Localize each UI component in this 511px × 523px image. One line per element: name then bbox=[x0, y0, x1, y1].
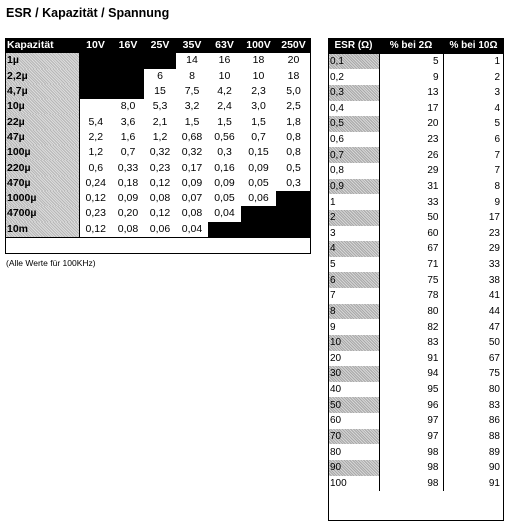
esr-ohm-cell: 20 bbox=[328, 351, 379, 367]
capacitance-row bbox=[5, 145, 311, 160]
percent-10ohm-cell: 91 bbox=[488, 477, 500, 489]
esr-ohm-cell: 40 bbox=[328, 382, 379, 398]
capacitance-label: 22µ bbox=[5, 114, 79, 129]
esr-value-cell: 0,04 bbox=[176, 222, 208, 238]
esr-ohm-cell: 0,4 bbox=[328, 101, 379, 117]
esr-ohm-cell: 4 bbox=[328, 241, 379, 257]
percent-2ohm-cell: 96 bbox=[379, 397, 443, 413]
esr-ohm-cell: 6 bbox=[328, 272, 379, 288]
percent-10ohm-cell: 17 bbox=[488, 212, 500, 224]
esr-value-cell: 20 bbox=[287, 54, 300, 67]
percent-10ohm-cell: 6 bbox=[494, 134, 500, 146]
esr-value-cell: 1,2 bbox=[88, 146, 104, 159]
esr-row bbox=[328, 163, 504, 179]
percent-2ohm-cell: 91 bbox=[379, 351, 443, 367]
capacitance-table-body bbox=[5, 53, 311, 237]
esr-ohm-cell: 0,9 bbox=[328, 179, 379, 195]
capacitance-row bbox=[5, 114, 311, 129]
percent-10ohm-cell: 4 bbox=[494, 102, 500, 114]
esr-value-cell: 18 bbox=[252, 54, 265, 67]
esr-row bbox=[328, 397, 504, 413]
esr-row bbox=[328, 460, 504, 476]
percent-2ohm-cell: 82 bbox=[379, 319, 443, 335]
percent-10ohm-cell: 86 bbox=[488, 415, 500, 427]
percent-2ohm-cell: 60 bbox=[379, 226, 443, 242]
empty-black-cell bbox=[112, 53, 144, 68]
esr-value-cell: 0,8 bbox=[286, 130, 301, 143]
esr-value-cell: 0,09 bbox=[214, 176, 235, 189]
esr-ohm-cell: 10 bbox=[328, 335, 379, 351]
capacitance-table-container bbox=[5, 38, 311, 238]
esr-value-cell: 0,23 bbox=[85, 207, 106, 220]
esr-value-cell: 8,0 bbox=[120, 100, 136, 113]
esr-value-cell: 1,8 bbox=[286, 115, 301, 128]
esr-ohm-cell: 30 bbox=[328, 366, 379, 382]
esr-row bbox=[328, 179, 504, 195]
esr-value-cell: 0,33 bbox=[117, 161, 139, 174]
esr-row bbox=[328, 257, 504, 273]
esr-row bbox=[328, 54, 504, 70]
esr-ohm-cell: 3 bbox=[328, 226, 379, 242]
esr-ohm-cell: 0,8 bbox=[328, 163, 379, 179]
capacitance-label: 1µ bbox=[5, 53, 79, 68]
percent-10ohm-cell: 90 bbox=[488, 462, 500, 474]
capacitance-label: 47µ bbox=[5, 130, 79, 145]
esr-value-cell: 0,05 bbox=[214, 192, 235, 205]
esr-ohm-cell: 0,6 bbox=[328, 132, 379, 148]
esr-value-cell: 0,68 bbox=[181, 130, 203, 143]
esr-ohm-cell: 0,5 bbox=[328, 116, 379, 132]
esr-value-cell: 10 bbox=[218, 69, 231, 82]
esr-value-cell: 0,16 bbox=[214, 161, 235, 174]
esr-row bbox=[328, 335, 504, 351]
header-percent-10ohm: % bei 10Ω bbox=[443, 38, 504, 54]
capacitance-header-row bbox=[5, 38, 311, 53]
esr-value-cell: 0,17 bbox=[181, 161, 203, 174]
percent-10ohm-cell: 3 bbox=[494, 87, 500, 99]
esr-value-cell: 0,08 bbox=[149, 192, 171, 205]
percent-2ohm-cell: 31 bbox=[379, 179, 443, 195]
capacitance-row bbox=[5, 222, 311, 238]
empty-black-cell bbox=[144, 53, 176, 68]
esr-value-cell: 0,32 bbox=[149, 146, 171, 159]
capacitance-row bbox=[5, 84, 311, 99]
esr-ohm-cell: 1 bbox=[328, 194, 379, 210]
capacitance-label: 10µ bbox=[5, 99, 79, 114]
esr-ohm-cell: 0,1 bbox=[328, 54, 379, 70]
esr-row bbox=[328, 132, 504, 148]
empty-black-cell bbox=[79, 69, 112, 84]
capacitance-row bbox=[5, 130, 311, 145]
percent-2ohm-cell: 71 bbox=[379, 257, 443, 273]
esr-ohm-cell: 100 bbox=[328, 476, 379, 492]
esr-row bbox=[328, 272, 504, 288]
esr-value-cell: 0,6 bbox=[88, 161, 104, 174]
capacitance-label: 10m bbox=[5, 222, 79, 238]
percent-10ohm-cell: 41 bbox=[488, 290, 500, 302]
esr-value-cell: 18 bbox=[287, 69, 300, 82]
esr-value-cell: 0,09 bbox=[117, 192, 139, 205]
header-esr: ESR (Ω) bbox=[328, 38, 379, 54]
capacitance-row bbox=[5, 160, 311, 175]
percent-2ohm-cell: 98 bbox=[379, 460, 443, 476]
frequency-note: (Alle Werte für 100KHz) bbox=[6, 258, 96, 268]
esr-value-cell: 0,12 bbox=[149, 176, 171, 189]
percent-2ohm-cell: 29 bbox=[379, 163, 443, 179]
esr-value-cell: 6 bbox=[157, 69, 163, 82]
percent-2ohm-cell: 98 bbox=[379, 444, 443, 460]
esr-row bbox=[328, 101, 504, 117]
esr-value-cell: 0,56 bbox=[214, 130, 235, 143]
esr-value-cell: 15 bbox=[154, 85, 166, 98]
esr-value-cell: 0,24 bbox=[85, 176, 106, 189]
esr-value-cell: 7,5 bbox=[184, 85, 200, 98]
esr-value-cell: 0,7 bbox=[251, 130, 266, 143]
esr-value-cell: 0,23 bbox=[149, 161, 171, 174]
esr-ohm-cell: 50 bbox=[328, 397, 379, 413]
esr-row bbox=[328, 444, 504, 460]
header-10v: 10V bbox=[79, 38, 112, 53]
esr-value-cell: 0,18 bbox=[117, 176, 139, 189]
percent-2ohm-cell: 26 bbox=[379, 147, 443, 163]
esr-value-cell: 14 bbox=[186, 54, 198, 67]
esr-ohm-cell: 2 bbox=[328, 210, 379, 226]
percent-2ohm-cell: 9 bbox=[379, 69, 443, 85]
esr-row bbox=[328, 241, 504, 257]
esr-value-cell: 8 bbox=[189, 69, 195, 82]
esr-value-cell: 0,09 bbox=[248, 161, 269, 174]
capacitance-label: 1000µ bbox=[5, 191, 79, 206]
esr-value-cell: 0,32 bbox=[181, 146, 203, 159]
esr-value-cell: 1,2 bbox=[152, 130, 168, 143]
percent-10ohm-cell: 33 bbox=[488, 259, 500, 271]
esr-row bbox=[328, 194, 504, 210]
esr-value-cell: 5,3 bbox=[152, 100, 168, 113]
esr-value-cell: 5,4 bbox=[88, 115, 104, 128]
esr-value-cell: 3,6 bbox=[120, 115, 136, 128]
percent-2ohm-cell: 97 bbox=[379, 413, 443, 429]
header-25v: 25V bbox=[144, 38, 176, 53]
empty-black-cell bbox=[112, 69, 144, 84]
empty-black-cell bbox=[241, 206, 276, 221]
esr-percentage-table bbox=[328, 38, 504, 491]
esr-ohm-cell: 7 bbox=[328, 288, 379, 304]
esr-value-cell: 0,05 bbox=[248, 176, 269, 189]
esr-value-cell: 0,06 bbox=[144, 222, 176, 238]
esr-value-cell: 1,6 bbox=[120, 130, 136, 143]
percent-10ohm-cell: 80 bbox=[488, 384, 500, 396]
header-100v: 100V bbox=[241, 38, 276, 53]
empty-black-cell bbox=[241, 222, 276, 238]
esr-value-cell: 0,12 bbox=[149, 207, 171, 220]
percent-10ohm-cell: 67 bbox=[488, 352, 500, 364]
percent-2ohm-cell: 83 bbox=[379, 335, 443, 351]
esr-value-cell: 1,5 bbox=[184, 115, 200, 128]
esr-value-cell: 0,06 bbox=[248, 192, 269, 205]
capacitance-row bbox=[5, 176, 311, 191]
esr-ohm-cell: 0,3 bbox=[328, 85, 379, 101]
capacitance-label: 100µ bbox=[5, 145, 79, 160]
esr-table-body bbox=[328, 54, 504, 492]
empty-black-cell bbox=[79, 84, 112, 99]
esr-row bbox=[328, 147, 504, 163]
percent-2ohm-cell: 80 bbox=[379, 304, 443, 320]
esr-value-cell: 16 bbox=[218, 54, 231, 67]
capacitance-row bbox=[5, 69, 311, 84]
percent-2ohm-cell: 97 bbox=[379, 429, 443, 445]
header-16v: 16V bbox=[112, 38, 144, 53]
esr-row bbox=[328, 382, 504, 398]
esr-row bbox=[328, 476, 504, 492]
esr-value-cell: 1,5 bbox=[251, 115, 266, 128]
header-capacity: Kapazität bbox=[5, 38, 79, 53]
esr-value-cell: 4,2 bbox=[217, 85, 232, 98]
esr-ohm-cell: 0,7 bbox=[328, 147, 379, 163]
percent-2ohm-cell: 94 bbox=[379, 366, 443, 382]
percent-10ohm-cell: 8 bbox=[494, 180, 500, 192]
percent-10ohm-cell: 7 bbox=[494, 149, 500, 161]
esr-value-cell: 1,5 bbox=[217, 115, 232, 128]
esr-ohm-cell: 9 bbox=[328, 319, 379, 335]
esr-value-cell: 2,1 bbox=[152, 115, 168, 128]
esr-ohm-cell: 5 bbox=[328, 257, 379, 273]
esr-row bbox=[328, 319, 504, 335]
empty-black-cell bbox=[112, 84, 144, 99]
capacitance-row bbox=[5, 99, 311, 114]
esr-value-cell: 2,4 bbox=[217, 100, 232, 113]
esr-ohm-cell: 0,2 bbox=[328, 69, 379, 85]
header-250v: 250V bbox=[276, 38, 311, 53]
esr-ohm-cell: 8 bbox=[328, 304, 379, 320]
page-title: ESR / Kapazität / Spannung bbox=[6, 6, 170, 20]
esr-row bbox=[328, 429, 504, 445]
esr-header-row bbox=[328, 38, 504, 54]
capacitance-row bbox=[5, 53, 311, 68]
percent-2ohm-cell: 50 bbox=[379, 210, 443, 226]
esr-row bbox=[328, 288, 504, 304]
percent-10ohm-cell: 88 bbox=[488, 430, 500, 442]
esr-row bbox=[328, 85, 504, 101]
esr-ohm-cell: 90 bbox=[328, 460, 379, 476]
header-35v: 35V bbox=[176, 38, 208, 53]
esr-value-cell: 0,5 bbox=[286, 161, 301, 174]
esr-ohm-cell: 80 bbox=[328, 444, 379, 460]
capacitance-label: 4,7µ bbox=[5, 84, 79, 99]
esr-row bbox=[328, 226, 504, 242]
esr-value-cell: 0,09 bbox=[181, 176, 203, 189]
esr-row bbox=[328, 413, 504, 429]
esr-row bbox=[328, 210, 504, 226]
esr-value-cell: 0,20 bbox=[117, 207, 139, 220]
percent-2ohm-cell: 20 bbox=[379, 116, 443, 132]
empty-black-cell bbox=[276, 206, 311, 221]
percent-2ohm-cell: 17 bbox=[379, 101, 443, 117]
percent-10ohm-cell: 23 bbox=[488, 227, 500, 239]
percent-10ohm-cell: 1 bbox=[494, 55, 500, 67]
empty-black-cell bbox=[208, 222, 241, 238]
esr-table-container bbox=[328, 38, 504, 491]
percent-10ohm-cell: 9 bbox=[494, 196, 500, 208]
esr-row bbox=[328, 304, 504, 320]
esr-value-cell: 0,12 bbox=[79, 222, 112, 238]
percent-10ohm-cell: 44 bbox=[488, 305, 500, 317]
esr-value-cell: 2,5 bbox=[286, 100, 301, 113]
percent-10ohm-cell: 50 bbox=[488, 337, 500, 349]
esr-value-cell: 0,08 bbox=[112, 222, 144, 238]
esr-value-cell: 2,2 bbox=[88, 130, 104, 143]
esr-value-cell: 0,3 bbox=[217, 146, 232, 159]
capacitance-row bbox=[5, 191, 311, 206]
esr-value-cell: 0,3 bbox=[286, 176, 301, 189]
percent-2ohm-cell: 13 bbox=[379, 85, 443, 101]
esr-value-cell: 0,07 bbox=[181, 192, 203, 205]
esr-value-cell: 0,8 bbox=[286, 146, 301, 159]
percent-2ohm-cell: 23 bbox=[379, 132, 443, 148]
esr-value-cell bbox=[79, 99, 112, 114]
percent-10ohm-cell: 38 bbox=[488, 274, 500, 286]
esr-value-cell: 10 bbox=[252, 69, 265, 82]
capacitance-esr-table bbox=[5, 38, 311, 238]
header-63v: 63V bbox=[208, 38, 241, 53]
percent-2ohm-cell: 33 bbox=[379, 194, 443, 210]
capacitance-label: 2,2µ bbox=[5, 69, 79, 84]
esr-value-cell: 0,08 bbox=[181, 207, 203, 220]
esr-value-cell: 3,2 bbox=[184, 100, 200, 113]
esr-value-cell: 0,12 bbox=[85, 192, 106, 205]
empty-black-cell bbox=[276, 222, 311, 238]
percent-2ohm-cell: 78 bbox=[379, 288, 443, 304]
percent-2ohm-cell: 75 bbox=[379, 272, 443, 288]
esr-row bbox=[328, 116, 504, 132]
esr-value-cell: 0,15 bbox=[248, 146, 269, 159]
capacitance-row bbox=[5, 206, 311, 221]
esr-ohm-cell: 60 bbox=[328, 413, 379, 429]
percent-2ohm-cell: 5 bbox=[379, 54, 443, 70]
capacitance-label: 4700µ bbox=[5, 206, 79, 221]
percent-10ohm-cell: 29 bbox=[488, 243, 500, 255]
percent-10ohm-cell: 83 bbox=[488, 399, 500, 411]
header-percent-2ohm: % bei 2Ω bbox=[379, 38, 443, 54]
percent-2ohm-cell: 95 bbox=[379, 382, 443, 398]
empty-black-cell bbox=[79, 53, 112, 68]
percent-10ohm-cell: 75 bbox=[488, 368, 500, 380]
capacitance-label: 470µ bbox=[5, 176, 79, 191]
capacitance-label: 220µ bbox=[5, 160, 79, 175]
esr-value-cell: 0,04 bbox=[214, 207, 235, 220]
esr-row bbox=[328, 69, 504, 85]
percent-10ohm-cell: 89 bbox=[488, 446, 500, 458]
percent-10ohm-cell: 47 bbox=[488, 321, 500, 333]
empty-black-cell bbox=[276, 191, 311, 206]
esr-value-cell: 3,0 bbox=[251, 100, 266, 113]
esr-ohm-cell: 70 bbox=[328, 429, 379, 445]
esr-row bbox=[328, 351, 504, 367]
percent-10ohm-cell: 2 bbox=[494, 71, 500, 83]
percent-2ohm-cell: 67 bbox=[379, 241, 443, 257]
percent-10ohm-cell: 7 bbox=[494, 165, 500, 177]
esr-value-cell: 2,3 bbox=[251, 85, 266, 98]
esr-value-cell: 0,7 bbox=[120, 146, 136, 159]
percent-10ohm-cell: 5 bbox=[494, 118, 500, 130]
esr-value-cell: 5,0 bbox=[286, 85, 301, 98]
percent-2ohm-cell: 98 bbox=[379, 476, 443, 492]
esr-row bbox=[328, 366, 504, 382]
